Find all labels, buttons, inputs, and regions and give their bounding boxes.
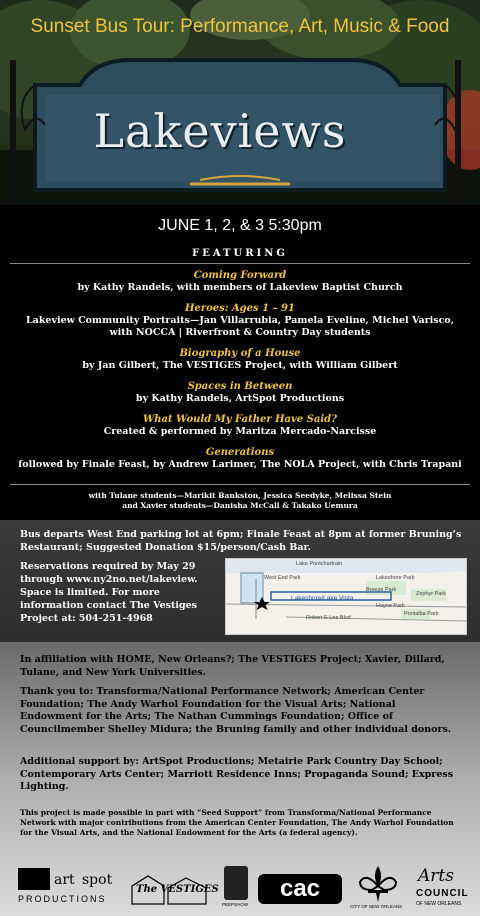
info-panel [0,520,480,642]
affiliation-text: In affiliation with HOME, New Orleans?; The VESTIGES Project; Xavier, Dillard, Tulane, and New York Universities. [20,654,445,678]
arts-council-council: COUNCIL [416,888,469,899]
students-credit [0,491,480,511]
map-label: Lake Pontchartrain [296,561,343,567]
work-item [0,348,480,372]
featured-works [0,270,480,480]
work-item [0,303,480,339]
work-desc: by Jan Gilbert, The VESTIGES Project, with William Gilbert [82,360,398,371]
artspot-art: art [54,872,75,888]
work-title: What Would My Father Have Said? [142,414,338,425]
sponsor-logos [0,864,480,916]
students-line: and Xavier students—Danisha McCall & Takako Uemura [122,501,358,510]
work-item [0,381,480,405]
work-desc: by Kathy Randels, with members of Lakeview Baptist Church [77,282,403,293]
tour-title: Sunset Bus Tour: Performance, Art, Music & Food [30,16,450,37]
work-title: Spaces in Between [187,381,293,392]
work-desc: Created & performed by Maritza Mercado-Narcisse [103,426,377,437]
divider [10,263,470,264]
artspot-spot: spot [82,872,113,888]
map-label: Pontalba Park [404,611,439,617]
work-title: Biography of a House [179,348,301,359]
cac-text: cac [279,875,321,902]
city-logo [350,864,406,914]
work-item [0,270,480,294]
arts-council-nola: OF NEW ORLEANS [416,901,462,907]
city-text: CITY OF NEW ORLEANS [350,904,403,909]
work-item [0,414,480,438]
peepshow-logo [222,866,250,910]
credits-panel [0,642,480,916]
work-item [0,447,480,471]
funding-fine-print: This project is made possible in part with “Seed Support” from Transforma/National Performance Network with major contributions from the American Center Foundation, The Andy Warhol Foundation for the Visual Arts, and the National Endowment for the Arts (a federal agency). [20,808,454,837]
work-title: Generations [205,447,275,458]
work-desc: followed by Finale Feast, by Andrew Larimer, The NOLA Project, with Chris Trapani [18,459,462,470]
bus-info: Bus departs West End parking lot at 6pm; Finale Feast at 8pm at former Bruning’s Restaurant; Suggested Donation $15/person/Cash Bar. [20,529,462,553]
arts-council-logo [412,866,474,912]
work-desc: by Kathy Randels, ArtSpot Productions [135,393,345,404]
artspot-productions: PRODUCTIONS [18,894,107,904]
vestiges-logo [128,870,219,906]
map-label: Zephyr Park [416,591,446,597]
cac-logo [258,874,342,904]
thanks-text: Thank you to: Transforma/National Performance Network; American Center Foundation; The Andy Warhol Foundation for the Visual Arts; National Endowment for the Arts; The Nathan Cummings Foundation; Office of Councilmember Shelley Midura; the Bruning family and other individual donors. [20,686,452,735]
map-label: Breeze Park [366,587,397,593]
route-map [225,558,467,635]
peepshow-text: PEEPSHOW [222,902,249,907]
map-label: Hayne Park [376,603,405,609]
arts-council-arts: Arts [418,866,454,886]
peepshow-figure-icon [224,866,248,900]
map-label: West End Park [264,575,301,581]
work-title: Heroes: Ages 1 – 91 [185,303,295,314]
support-text: Additional support by: ArtSpot Productions; Metairie Park Country Day School; Contemporary Arts Center; Marriott Residence Inns; Propaganda Sound; Express Lighting. [20,756,454,792]
students-line: with Tulane students—Marikit Bankston, Jessica Seedyke, Melissa Stein [88,491,392,500]
map-label: Lakeshore/Lake Vista [291,595,354,602]
map-label: Robert E Lee Blvd [306,615,351,621]
work-title: Coming Forward [193,270,287,281]
map-label: Lakeshore Park [376,575,415,581]
featuring-heading: FEATURING [192,248,288,259]
hero-photo [0,0,480,205]
divider [10,484,470,485]
work-desc: Lakeview Community Portraits—Jan Villarrubia, Pamela Eveline, Michel Varisco, [26,315,454,326]
work-desc: with NOCCA | Riverfront & Country Day students [109,327,371,338]
artspot-logo [18,868,118,908]
artspot-block-icon [18,868,50,890]
event-dates: JUNE 1, 2, & 3 5:30pm [158,217,322,234]
fleur-de-lis-icon [350,864,406,904]
reservation-info: Reservations required by May 29 through www.ny2no.net/lakeview. Space is limited. For more information contact The Vestiges Project at: 504-251-4968 [20,561,198,624]
sign-lakeviews: Lakeviews [93,104,347,158]
vestiges-text: The VESTIGES [136,884,219,895]
